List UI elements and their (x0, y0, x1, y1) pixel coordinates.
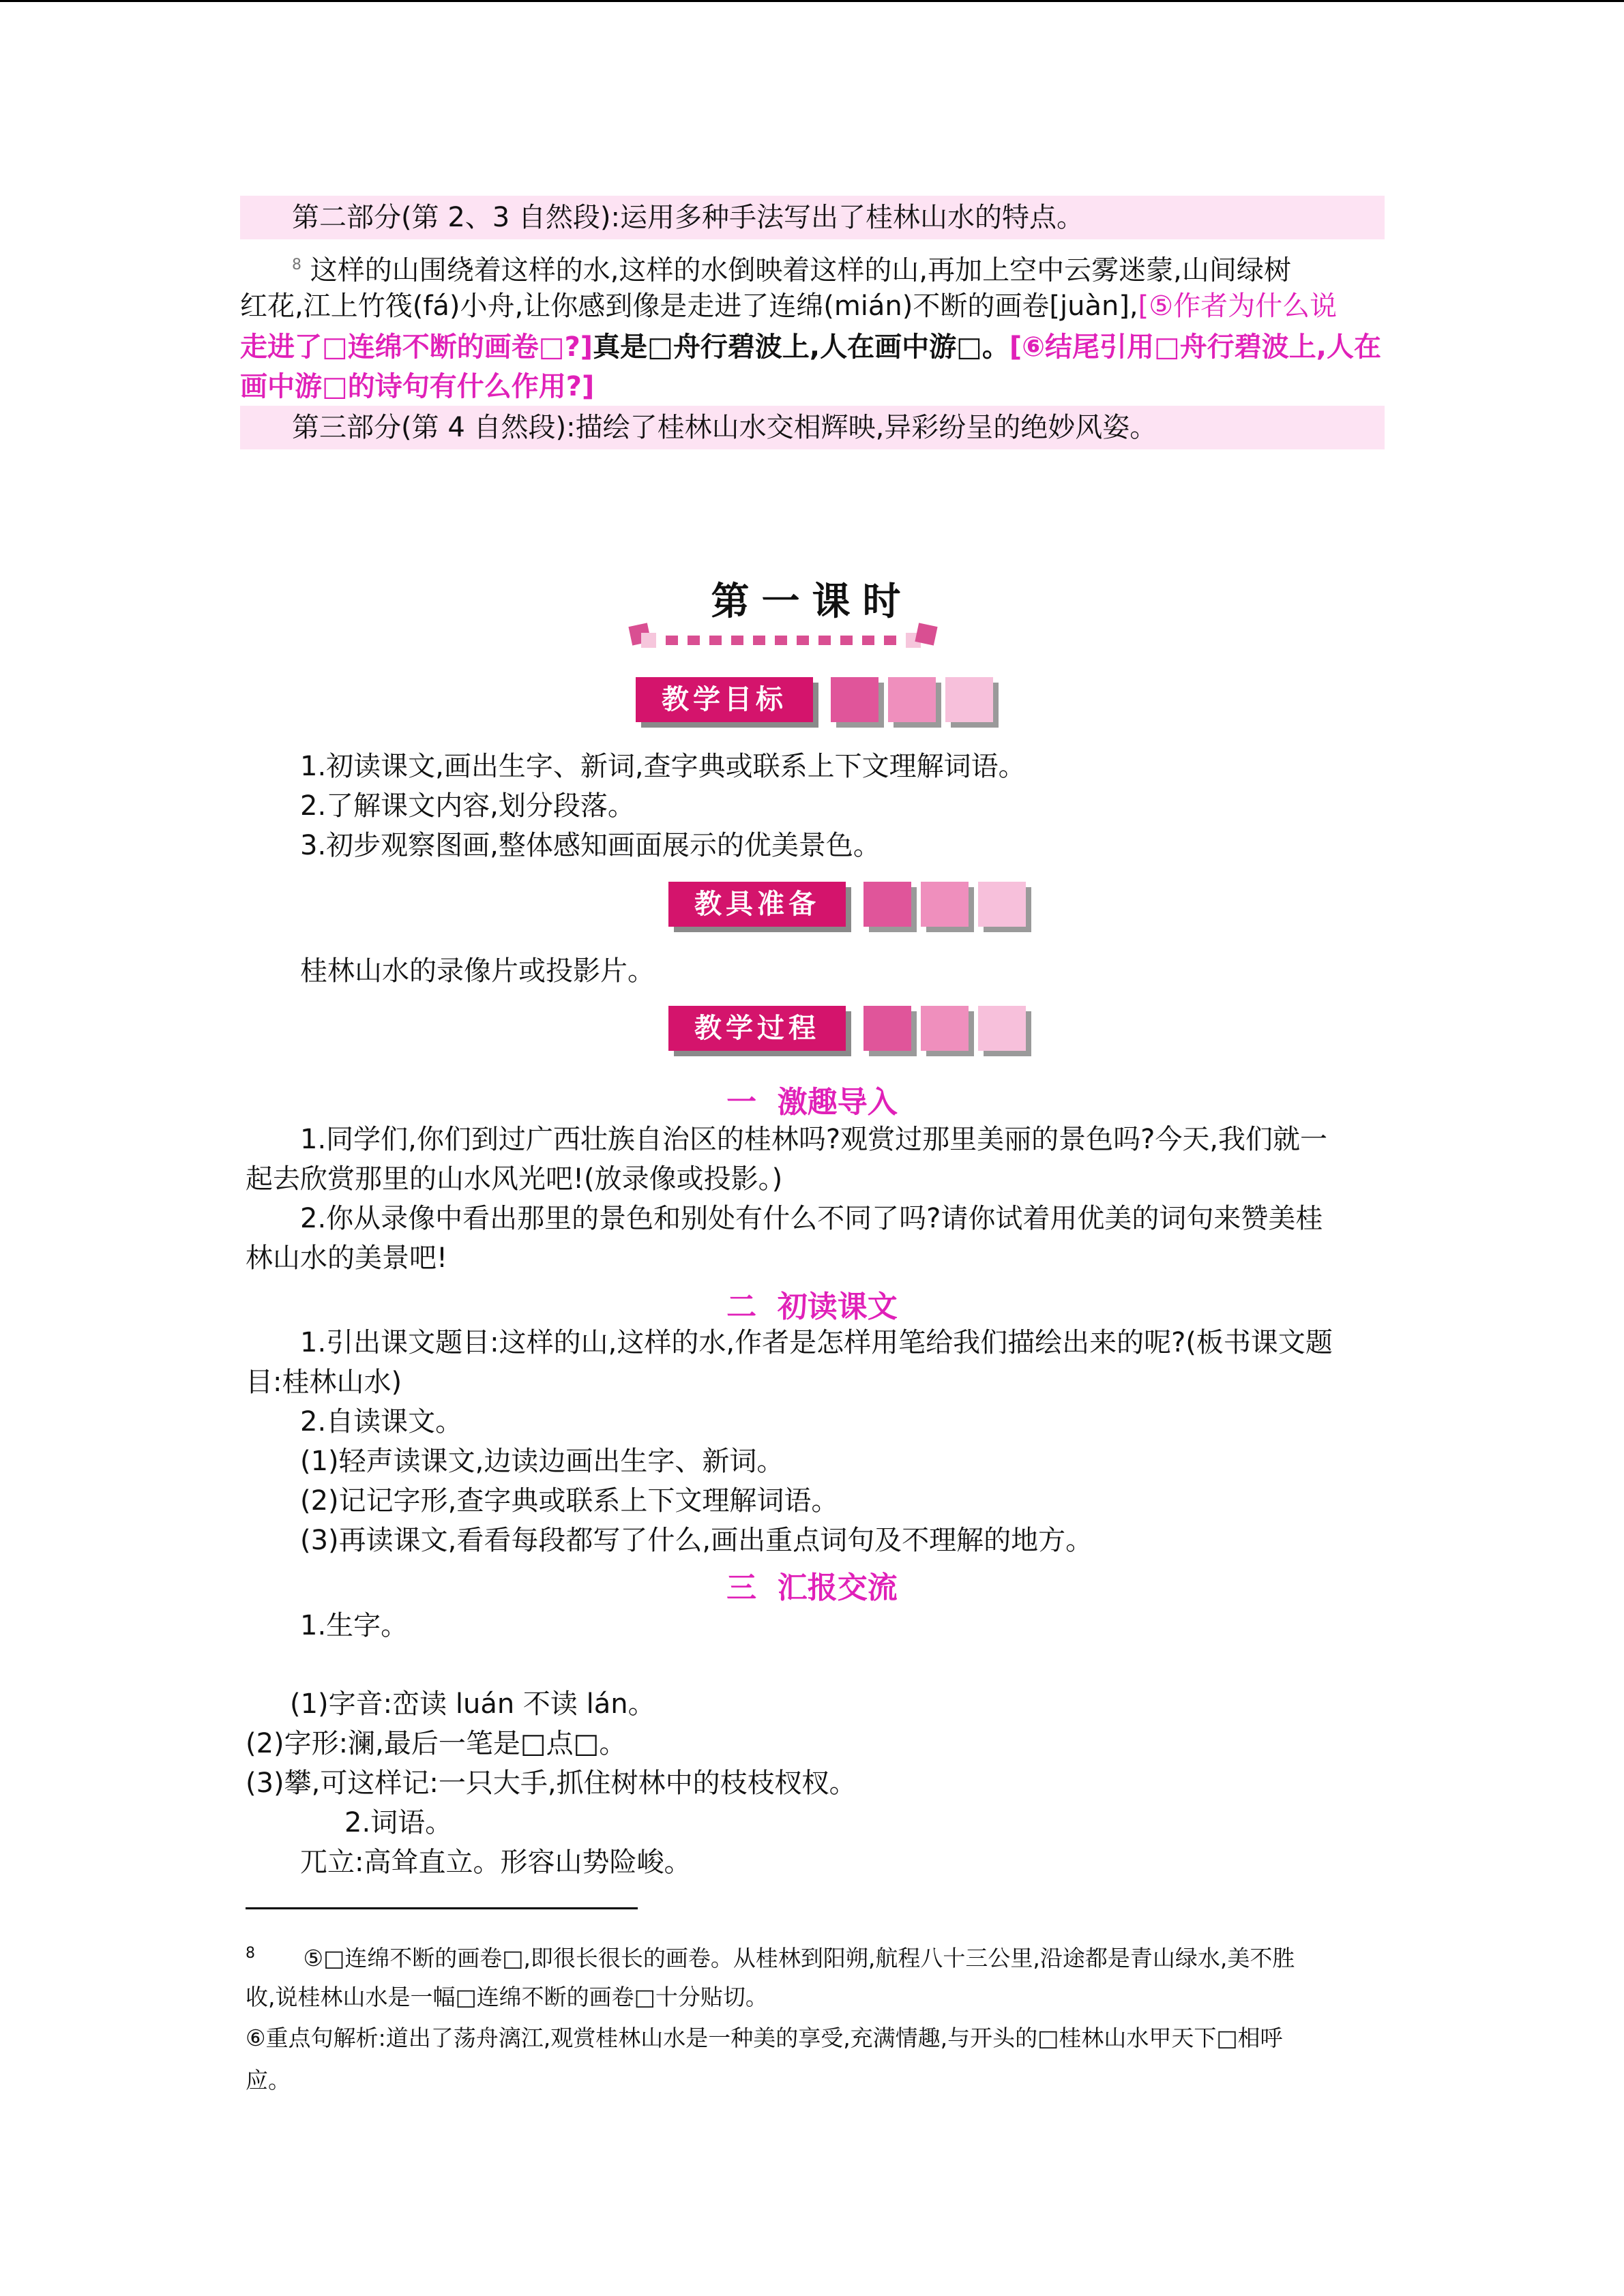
question-5-end: 走进了□连绵不断的画卷□?] (240, 331, 593, 363)
step3-word1: 兀立:高耸直立。形容山势险峻。 (300, 1847, 692, 1878)
step2-p2: 2.自读课文。 (300, 1406, 463, 1437)
section-header-prep (668, 882, 1023, 936)
part2-heading: 第二部分(第 2、3 自然段):运用多种手法写出了桂林山水的特点。 (292, 202, 1084, 233)
header-square-3 (978, 882, 1026, 927)
header-square-2 (921, 882, 969, 927)
section-header-goals (636, 677, 990, 732)
prep-label: 教具准备 (668, 882, 846, 927)
part2-para-line3 (240, 327, 1385, 367)
header-square-3 (978, 1006, 1026, 1051)
header-square-1 (863, 1006, 911, 1051)
footnote-5-text: ⑤□连绵不断的画卷□,即很长很长的画卷。从桂林到阳朔,航程八十三公里,沿途都是青山绿水,美不胜 (303, 1945, 1295, 1971)
footnote-marker: 8 (292, 256, 301, 273)
footnote-5-line1 (246, 1938, 1378, 1974)
question-6-end: 画中游□的诗句有什么作用?] (240, 371, 595, 402)
header-square-1 (831, 677, 879, 722)
step2-sub3: (3)再读课文,看看每段都写了什么,画出重点词句及不理解的地方。 (300, 1525, 1093, 1556)
footnote-number: 8 (246, 1945, 255, 1962)
header-square-3 (945, 677, 993, 722)
goal-item-3: 3.初步观察图画,整体感知画面展示的优美景色。 (300, 830, 881, 861)
step1-p2-line2: 林山水的美景吧! (246, 1242, 448, 1274)
step2-p1-line2: 目:桂林山水) (246, 1367, 402, 1398)
step2-p1-line1: 1.引出课文题目:这样的山,这样的水,作者是怎样用笔给我们描绘出来的呢?(板书课文题 (300, 1327, 1333, 1358)
step1-p1-line1: 1.同学们,你们到过广西壮族自治区的桂林吗?观赏过那里美丽的景色吗?今天,我们就一 (300, 1124, 1328, 1155)
step2-sub1: (1)轻声读课文,边读边画出生字、新词。 (300, 1446, 784, 1477)
footnote-5-line2: 收,说桂林山水是一幅□连绵不断的画卷□十分贴切。 (246, 1984, 768, 2010)
footnote-6-line2: 应。 (246, 2067, 291, 2093)
prep-text: 桂林山水的录像片或投影片。 (300, 955, 655, 987)
question-5-start: [⑤作者为什么说 (1138, 290, 1338, 322)
question-6-start: [⑥结尾引用□舟行碧波上,人在 (1009, 331, 1381, 363)
part2-para-line1-text: 这样的山围绕着这样的水,这样的水倒映着这样的山,再加上空中云雾迷蒙,山间绿树 (310, 254, 1291, 286)
step3-p1: 1.生字。 (300, 1610, 409, 1641)
step3-sub2: (2)字形:澜,最后一笔是□点□。 (246, 1728, 627, 1759)
top-border (0, 0, 1624, 2)
header-square-2 (921, 1006, 969, 1051)
header-square-1 (863, 882, 911, 927)
step1-p1-line2: 起去欣赏那里的山水风光吧!(放录像或投影。) (246, 1163, 783, 1195)
step3-p2: 2.词语。 (344, 1807, 453, 1838)
step3-sub3: (3)攀,可这样记:一只大手,抓住树林中的枝枝杈杈。 (246, 1768, 857, 1799)
goal-item-1: 1.初读课文,画出生字、新词,查字典或联系上下文理解词语。 (300, 751, 1026, 782)
step3-sub1: (1)字音:峦读 luán 不读 lán。 (290, 1688, 655, 1720)
lesson-title: 第一课时 (711, 580, 913, 624)
part2-para-line2-text: 红花,江上竹筏(fá)小舟,让你感到像是走进了连绵(mián)不断的画卷[juàn], (240, 290, 1138, 322)
header-square-2 (888, 677, 936, 722)
section-header-process (668, 1006, 1023, 1060)
part2-para-line3-text: 真是□舟行碧波上,人在画中游□。 (593, 331, 1009, 363)
step2-sub2: (2)记记字形,查字典或联系上下文理解词语。 (300, 1485, 839, 1517)
step2-title: 二 初读课文 (726, 1289, 898, 1324)
step1-title: 一 激趣导入 (726, 1085, 898, 1120)
part2-para-line2 (240, 286, 1385, 326)
part2-para-line1 (240, 245, 1436, 290)
step1-p2-line1: 2.你从录像中看出那里的景色和别处有什么不同了吗?请你试着用优美的词句来赞美桂 (300, 1203, 1323, 1234)
goals-label: 教学目标 (636, 677, 813, 722)
footnote-6-line1: ⑥重点句解析:道出了荡舟漓江,观赏桂林山水是一种美的享受,充满情趣,与开头的□桂林山水甲天下□相呼 (246, 2025, 1283, 2051)
goal-item-2: 2.了解课文内容,划分段落。 (300, 790, 635, 822)
title-underline-ornament (628, 619, 941, 653)
process-label: 教学过程 (668, 1006, 846, 1051)
step3-title: 三 汇报交流 (726, 1570, 898, 1605)
footnote-rule (246, 1907, 638, 1909)
part3-heading: 第三部分(第 4 自然段):描绘了桂林山水交相辉映,异彩纷呈的绝妙风姿。 (292, 412, 1157, 443)
